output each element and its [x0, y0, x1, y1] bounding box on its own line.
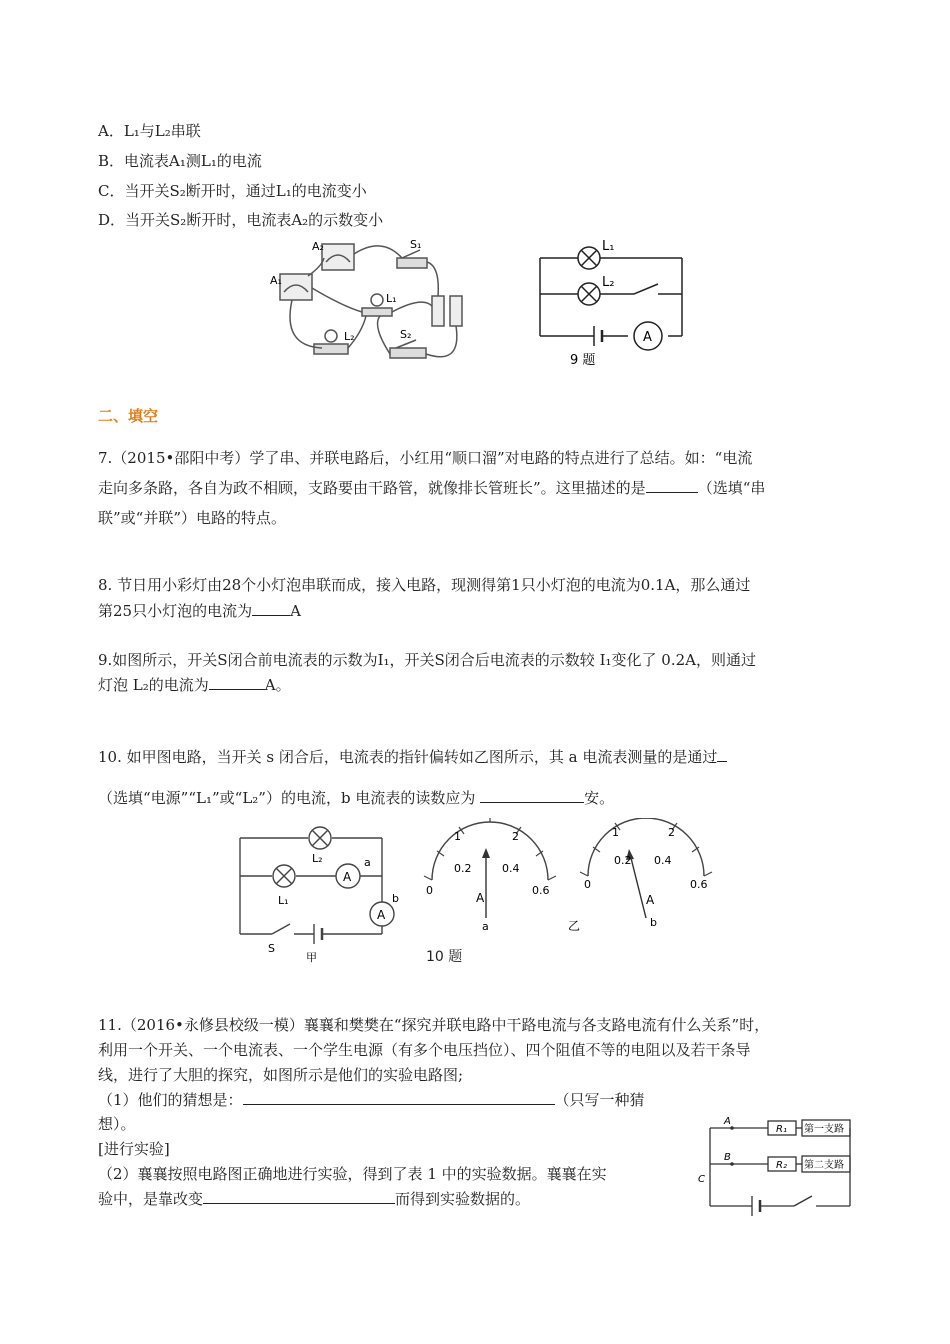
q8-line-2-text: 第25只小灯泡的电流为: [98, 602, 253, 620]
answer-blank[interactable]: [209, 675, 265, 690]
q7-line-1: 7.（2015•邵阳中考）学了串、并联电路后，小红用“顺口溜”对电路的特点进行了总结。如：“电流: [98, 449, 753, 467]
q11-line-3: 线，进行了大胆的探究，如图所示是他们的实验电路图;: [98, 1066, 464, 1084]
ammeter-b-symbol: A: [377, 908, 386, 922]
node-b: B: [724, 1152, 731, 1163]
circuit-caption: 甲: [306, 951, 317, 964]
q10-figure: [232, 818, 722, 968]
figure-caption: 9 题: [570, 353, 596, 368]
scale-top-2: 2: [668, 826, 675, 839]
q7-line-3: 联”或“并联”）电路的特点。: [98, 509, 287, 527]
label-switch: S: [268, 942, 275, 955]
q7-line-2-tail: （选填“串: [697, 479, 766, 497]
q10-line-1-text: 10. 如甲图电路，当开关 s 闭合后，电流表的指针偏转如乙图所示，其 a 电流表测量的是通过: [98, 748, 718, 766]
section-title: 二、填空: [98, 407, 159, 425]
q11-line-7: （2）襄襄按照电路图正确地进行实验，得到了表 1 中的实验数据。襄襄在实: [98, 1165, 607, 1183]
label-l2: L₂: [602, 275, 615, 290]
q11-line-8: [98, 1189, 530, 1209]
pointer-label: A: [476, 891, 485, 905]
q9-line-1: 9.如图所示，开关S闭合前电流表的示数为I₁，开关S闭合后电流表的示数较 I₁变化了 0.2A，则通过: [98, 651, 756, 669]
q7-line-2: [98, 478, 765, 498]
q11-circuit-figure: [692, 1108, 862, 1218]
label-l1: L₁: [278, 894, 289, 907]
scale-04: 0.4: [502, 862, 520, 875]
scale-02: 0.2: [614, 854, 632, 867]
scale-04: 0.4: [654, 854, 672, 867]
physical-circuit-figure: [262, 236, 482, 376]
scale-top-1: 1: [612, 826, 619, 839]
answer-blank[interactable]: [243, 1090, 555, 1105]
node-a: A: [724, 1116, 731, 1127]
q9-line-2-text: 灯泡 L₂的电流为: [98, 676, 209, 694]
scale-top-1: 1: [454, 830, 461, 843]
answer-blank[interactable]: [203, 1189, 395, 1204]
q11-line-1: 11.（2016•永修县校级一模）襄襄和樊樊在“探究并联电路中干路电流与各支路电流有什么关系”时，: [98, 1016, 770, 1034]
q11-line-8-tail: 而得到实验数据的。: [395, 1190, 531, 1208]
scale-06: 0.6: [532, 884, 550, 897]
label-r2: R₂: [776, 1160, 787, 1171]
label-meter-b: b: [392, 892, 399, 905]
label-l2: L₂: [344, 330, 355, 343]
dial-a: [424, 818, 556, 933]
q8-line-1: 8. 节日用小彩灯由28个小灯泡串联而成，接入电路，现测得第1只小灯泡的电流为0.1A，那么通过: [98, 576, 751, 594]
dial-a-caption: a: [482, 920, 489, 933]
q11-line-5: 想）。: [98, 1115, 136, 1133]
label-meter-a: a: [364, 856, 371, 869]
label-a1: A₁: [270, 274, 282, 287]
q10-line-2-unit: 安。: [584, 789, 615, 807]
q10-line-2-text: （选填“电源”“L₁”或“L₂”）的电流，b 电流表的读数应为: [98, 789, 476, 807]
circuit-jia: [240, 827, 394, 944]
label-branch1: 第一支路: [804, 1124, 844, 1135]
ammeter-symbol: A: [643, 330, 652, 345]
answer-blank[interactable]: [717, 747, 727, 762]
label-a2: A₂: [312, 240, 324, 253]
answer-blank[interactable]: [646, 478, 698, 493]
q8-line-2-unit: A: [290, 602, 301, 620]
ammeter-a-symbol: A: [343, 870, 352, 884]
scale-top-2: 2: [512, 830, 519, 843]
scale-02: 0.2: [454, 862, 472, 875]
option-a: A．L₁与L₂串联: [98, 122, 201, 140]
label-s2: S₂: [400, 328, 412, 341]
yi-caption: 乙: [568, 919, 581, 933]
label-l2: L₂: [312, 852, 323, 865]
q9-line-2: [98, 675, 291, 695]
q11-line-8-text: 验中，是靠改变: [98, 1190, 204, 1208]
option-b: B．电流表A₁测L₁的电流: [98, 152, 262, 170]
scale-06: 0.6: [690, 878, 708, 891]
dial-b-caption: b: [650, 916, 657, 929]
label-l1: L₁: [386, 292, 397, 305]
label-branch2: 第二支路: [804, 1160, 844, 1171]
answer-blank[interactable]: [480, 788, 584, 803]
q8-line-2: [98, 601, 301, 621]
option-c: C．当开关S₂断开时，通过L₁的电流变小: [98, 182, 367, 200]
dial-b: [580, 818, 712, 929]
label-r1: R₁: [776, 1124, 787, 1135]
scale-0: 0: [584, 878, 591, 891]
q11-line-6: [进行实验]: [98, 1140, 170, 1158]
q10-line-1: [98, 747, 727, 767]
q9-schematic-figure: [530, 236, 690, 372]
q7-line-2-text: 走向多条路，各自为政不相顾，支路要由干路管，就像排长管班长”。这里描述的是: [98, 479, 646, 497]
node-c: C: [698, 1174, 705, 1185]
answer-blank[interactable]: [252, 601, 290, 616]
q10-line-2: [98, 788, 614, 808]
label-s1: S₁: [410, 238, 422, 251]
label-l1: L₁: [602, 239, 615, 254]
option-d: D．当开关S₂断开时，电流表A₂的示数变小: [98, 211, 384, 229]
q11-line-4-tail: （只写一种猜: [554, 1091, 645, 1109]
scale-0: 0: [426, 884, 433, 897]
pointer-label: A: [646, 893, 655, 907]
q10-caption: 10 题: [426, 949, 463, 965]
q11-line-4-text: （1）他们的猜想是：: [98, 1091, 243, 1109]
q11-line-2: 利用一个开关、一个电流表、一个学生电源（有多个电压挡位）、四个阻值不等的电阻以及若干条导: [98, 1041, 751, 1059]
q9-line-2-unit: A。: [264, 676, 291, 694]
q11-line-4: [98, 1090, 645, 1110]
